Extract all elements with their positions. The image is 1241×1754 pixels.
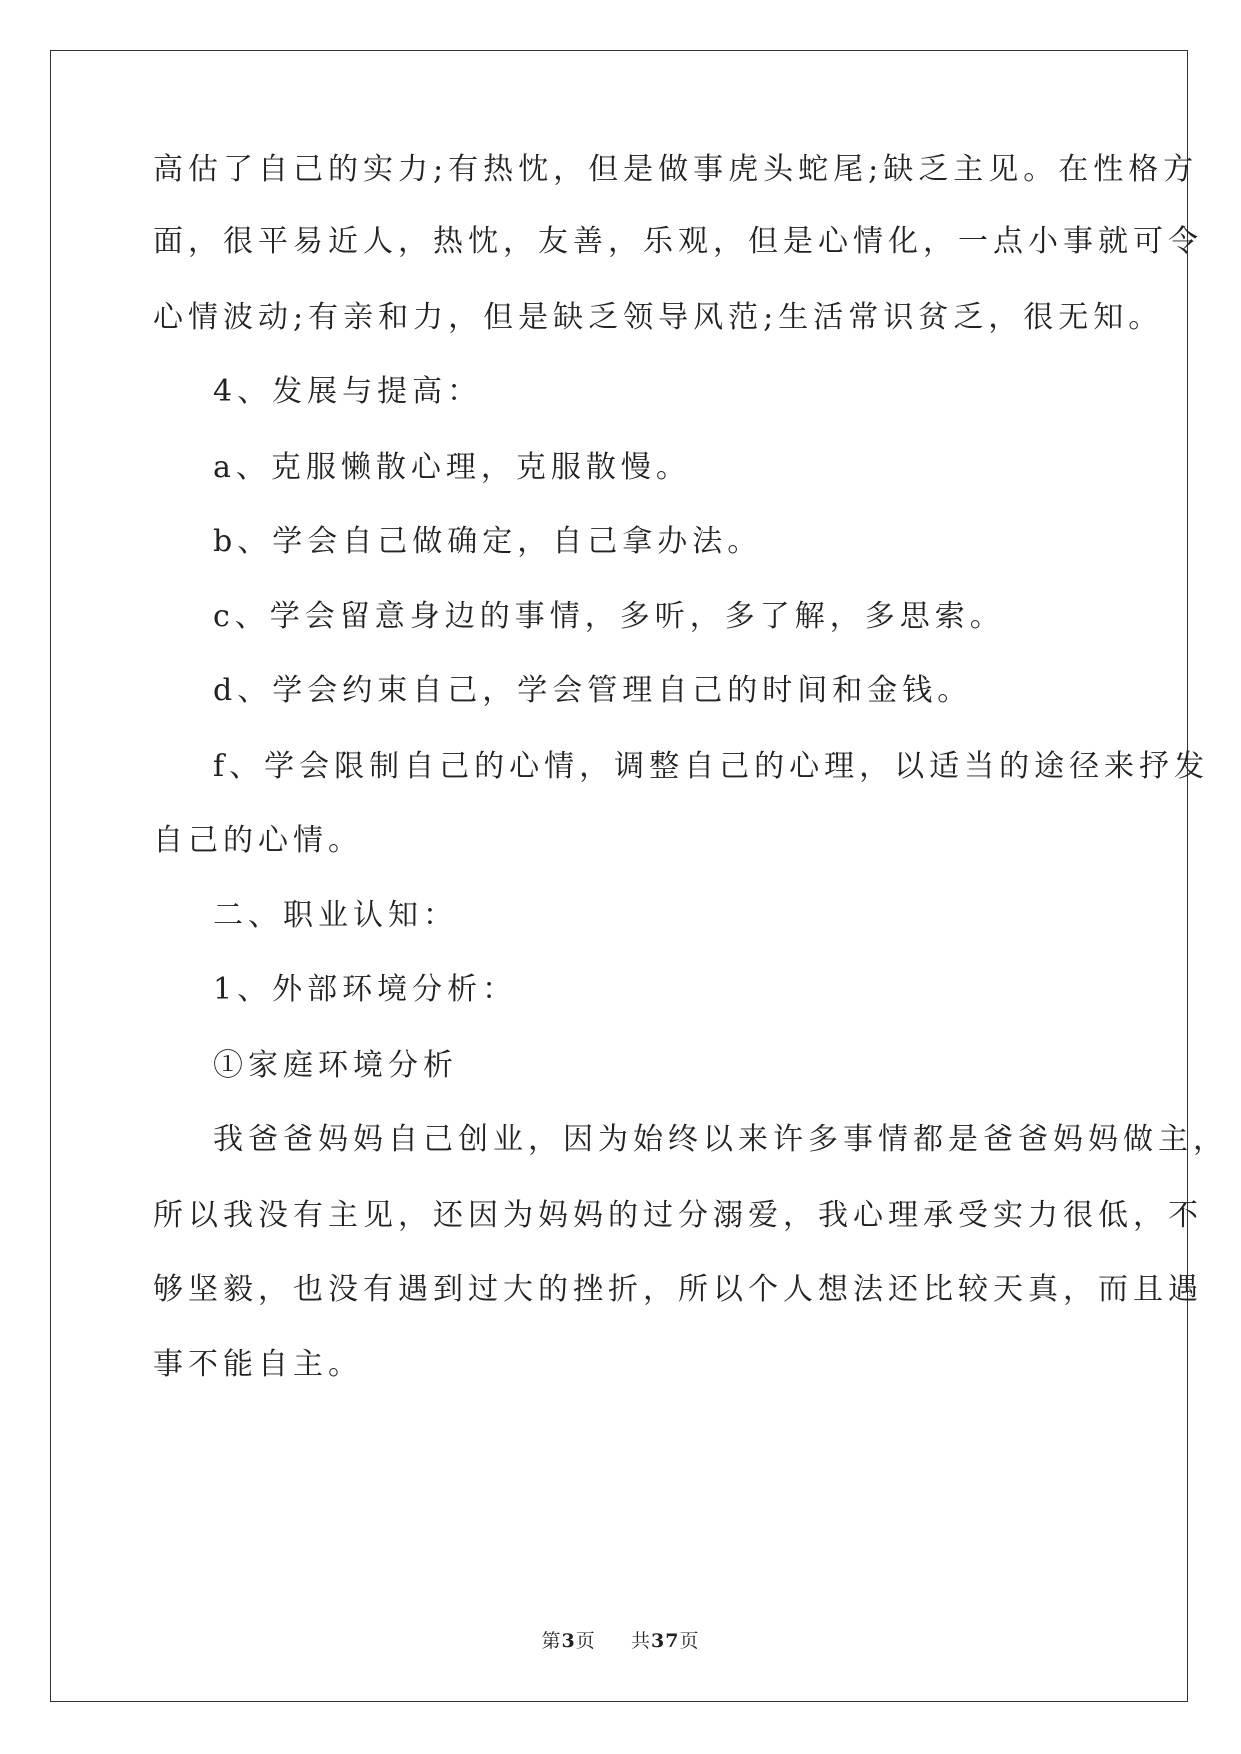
total-unit: 页 <box>679 1630 700 1652</box>
text-line: d、学会约束自己，学会管理自己的时间和金钱。 <box>213 673 973 708</box>
text-line: 够坚毅，也没有遇到过大的挫折，所以个人想法还比较天真，而且遇 <box>153 1272 1203 1307</box>
text-line: 面，很平易近人，热忱，友善，乐观，但是心情化，一点小事就可令 <box>153 224 1203 259</box>
text-line: c、学会留意身边的事情，多听，多了解，多思索。 <box>213 599 1005 634</box>
text-line: 我爸爸妈妈自己创业，因为始终以来许多事情都是爸爸妈妈做主， <box>213 1122 1228 1157</box>
page-unit: 页 <box>575 1630 596 1652</box>
total-prefix: 共 <box>630 1630 651 1652</box>
text-line: 二、职业认知： <box>213 898 458 933</box>
text-line: 事不能自主。 <box>153 1347 363 1382</box>
text-line: 高估了自己的实力;有热忱，但是做事虎头蛇尾;缺乏主见。在性格方 <box>153 152 1199 187</box>
text-line: 4、发展与提高： <box>213 374 483 409</box>
page-footer <box>0 1626 1241 1653</box>
text-line: 所以我没有主见，还因为妈妈的过分溺爱，我心理承受实力很低，不 <box>153 1198 1203 1233</box>
text-line: b、学会自己做确定，自己拿办法。 <box>213 524 763 559</box>
page-total: 37 <box>651 1630 680 1652</box>
text-line: 心情波动;有亲和力，但是缺乏领导风范;生活常识贫乏，很无知。 <box>153 300 1164 335</box>
page-prefix: 第 <box>541 1630 562 1652</box>
page-current: 3 <box>561 1630 576 1652</box>
text-line: 自己的心情。 <box>153 823 363 858</box>
text-line: ①家庭环境分析 <box>213 1048 458 1083</box>
text-line: f、学会限制自己的心情，调整自己的心理，以适当的途径来抒发 <box>213 749 1210 784</box>
text-line: 1、外部环境分析： <box>213 972 518 1007</box>
text-line: a、克服懒散心理，克服散慢。 <box>213 450 691 485</box>
